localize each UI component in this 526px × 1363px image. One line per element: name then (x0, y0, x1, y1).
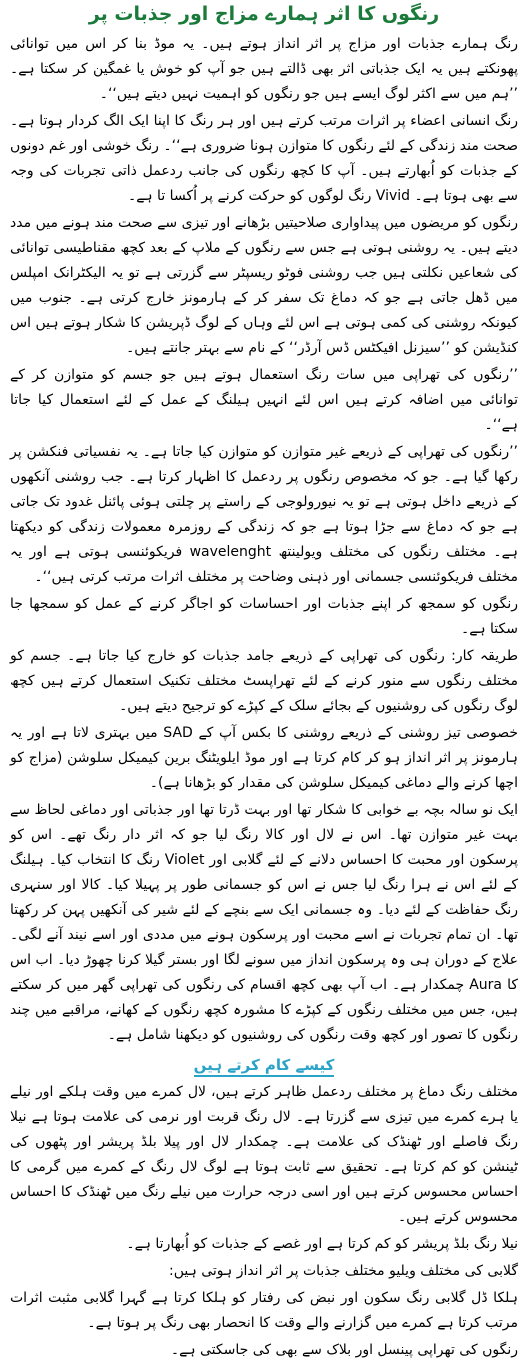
article-paragraph: ہلکا ڈل گلابی رنگ سکون اور نبض کی رفتار کو ہلکا کرتا ہے گہرا گلابی مثبت اثرات مرتب کرتا ہے کمرے میں گزارنے والے وقت کا انحصار بھی رنگ پر ہوتا ہے۔ (10, 1290, 518, 1331)
article-paragraph: رنگ ہمارے جذبات اور مزاج پر اثر انداز ہوتے ہیں۔ یہ موڈ بنا کر اس میں توانائی پھونکتے ہیں یہ ایک جذباتی اثر بھی ڈالتے ہیں جو آپ کو خوش یا غمگین کر سکتا ہے۔ ’’ہم میں سے اکثر لوگ ایسے ہیں جو رنگوں کو اہمیت نہیں دیتے ہیں‘‘۔ (10, 36, 518, 102)
article-paragraph: رنگوں کو مریضوں میں پیداواری صلاحیتیں بڑھانے اور تیزی سے صحت مند ہونے میں مدد دیتے ہیں۔ یہ روشنی ہوتی ہے جس سے رنگوں کے ملاپ کے بعد کچھ مقناطیسی توانائی کی شعاعیں نکلتی ہیں جب روشنی فوٹو ریسپٹر سے گزرتی ہے تو یہ الیکٹرانک امپلس میں ڈھل جاتی ہے جو کہ دماغ تک سفر کر کے ہارمونز خارج کرتی ہے۔ جنوب میں کیونکہ روشنی کی کمی ہوتی ہے اس لئے وہاں کے لوگ ڈپریشن کا شکار ہوتے ہیں اس کنڈیشن کو ’’سیزنل افیکٹس ڈس آرڈر‘‘ کے نام سے بہتر جانتے ہیں۔ (10, 215, 518, 356)
article-paragraph: ’’رنگوں کی تھراپی کے ذریعے غیر متوازن کو متوازن کیا جاتا ہے۔ یہ نفسیاتی فنکشن پر رکھا گیا ہے۔ جو کہ مخصوص رنگوں پر ردعمل کا اظہار کرتا ہے۔ جب روشنی آنکھوں کے ذریعے داخل ہوتی ہے تو یہ نیورولوجی کے راستے پر چلتی ہوئی پائنل غدود تک جاتی ہے جو کہ دماغ سے جڑا ہوتا ہے جو کہ زندگی کے روزمرہ معمولات زندگی کو دیکھتا ہے۔ مختلف رنگوں کی مختلف ویولینتھ wavelenght فریکوئنسی ہوتی ہے اور یہ مختلف فریکوئنسی جسمانی اور ذہنی وضاحت پر مختلف اثرات مرتب کرتی ہیں‘‘۔ (10, 444, 518, 585)
article-paragraph: رنگ انسانی اعضاء پر اثرات مرتب کرتے ہیں اور ہر رنگ کا اپنا ایک الگ کردار ہوتا ہے۔ صحت مند زندگی کے لئے رنگوں کا متوازن ہونا ضروری ہے‘‘۔ رنگ خوشی اور غم دونوں کے جذبات کو اُبھارتے ہیں۔ آپ کا کچھ رنگوں کی جانب ردعمل ذاتی تجربات کی وجہ سے بھی ہوتا ہے۔ Vivid رنگ لوگوں کو حرکت کرنے پر اُکسا تا ہے۔ (10, 113, 518, 204)
article-paragraph: طریقہ کار: رنگوں کی تھراپی کے ذریعے جامد جذبات کو خارج کیا جاتا ہے۔ جسم کو مختلف رنگوں سے منور کرنے کے لئے تھراپسٹ مختلف تکنیک استعمال کرتے ہیں کچھ لوگ رنگوں کی روشنیوں کے بجائے سلک کے کپڑے کو ترجیح دیتے ہیں۔ (10, 648, 518, 714)
article-paragraph: رنگوں کی تھراپی پینسل اور بلاک سے بھی کی جاسکتی ہے۔ (170, 1342, 518, 1358)
section-subheading (10, 1054, 518, 1076)
article-paragraph: نیلا رنگ بلڈ پریشر کو کم کرتا ہے اور غصے کے جذبات کو اُبھارتا ہے۔ (126, 1236, 518, 1252)
subheading-text: کیسے کام کرتے ہیں (194, 1056, 335, 1077)
article-paragraph: ’’رنگوں کی تھراپی میں سات رنگ استعمال ہوتے ہیں جو جسم کو متوازن کر کے توانائی میں اضافہ کرتے ہیں اس لئے انہیں ہیلنگ کے عمل کے لئے استعمال کیا جاتا ہے‘‘۔ (10, 367, 518, 433)
article-paragraph: گلابی کی مختلف ویلیو مختلف جذبات پر اثر انداز ہوتی ہیں: (168, 1263, 518, 1279)
article-title: رنگوں کا اثر ہمارے مزاج اور جذبات پر (88, 3, 440, 25)
article-paragraph: رنگوں کو سمجھ کر اپنے جذبات اور احساسات کو اجاگر کرنے کے عمل کو سمجھا جا سکتا ہے۔ (10, 596, 518, 637)
article-paragraph: خصوصی تیز روشنی کے ذریعے روشنی کا بکس آپ کے SAD میں بہتری لاتا ہے اور یہ ہارمونز پر اثر انداز ہو کر کام کرتا ہے اور موڈ ایلویٹنگ برین کیمیکل سلوشن (مزاج کو اچھا کرنے والے دماغی کیمیکل سلوشن کی مقدار کو بڑھانا ہے)۔ (10, 725, 518, 791)
article-paragraph: مختلف رنگ دماغ پر مختلف ردعمل ظاہر کرتے ہیں، لال کمرے میں وقت ہلکے اور نیلے یا ہرے کمرے میں تیزی سے گزرتا ہے۔ لال رنگ قربت اور نرمی کی علامت ہوتا ہے نیلا رنگ فاصلے اور ٹھنڈک کی علامت ہے۔ چمکدار لال اور پیلا بلڈ پریشر اور پٹھوں کی ٹینشن کو کم کرتا ہے۔ تحقیق سے ثابت ہوتا ہے لوگ لال رنگ کے کمرے میں گرمی کا احساس محسوس کرتے ہیں اور اسی درجہ حرارت میں نیلے رنگ میں ٹھنڈک کا احساس محسوس کرتے ہیں۔ (10, 1084, 518, 1225)
article-paragraph: ایک نو سالہ بچہ بے خوابی کا شکار تھا اور بہت ڈرتا تھا اور جذباتی اور دماغی لحاظ سے بہت غیر متوازن تھا۔ اس نے لال اور کالا رنگ لیا جو کہ اثر دار رنگ تھے۔ اس کو پرسکون اور محبت کا احساس دلانے کے لئے گلابی اور Violet رنگ کا انتخاب کیا۔ ہیلنگ کے لئے اس نے ہرا رنگ لیا جس نے اس کو جسمانی طور پر پہیلا کیا۔ کالا اور سنہری رنگ حفاظت کے لئے دیا۔ وہ جسمانی ایک سے بنچے کے لئے شیر کی آنکھیں پہن کر رکھتا تھا۔ ان تمام تجربات نے اسے محبت اور پرسکون ہونے میں مددی اور اسے نیند آنے لگی۔ علاج کے دوران ہی وہ پرسکون انداز میں سونے لگا اور بستر گیلا کرنا چھوڑ دیا۔ اب اس کا Aura چمکدار ہے۔ اب آپ بھی کچھ اقسام کی رنگوں کی تھراپی گھر میں کر سکتے ہیں، جس میں مختلف رنگوں کے کپڑے کا مشورہ کچھ رنگوں کے کھانے، مراقبے میں چند رنگوں کا تصور اور کچھ وقت رنگوں کی روشنیوں کو دیکھنا شامل ہے۔ (10, 802, 518, 1043)
